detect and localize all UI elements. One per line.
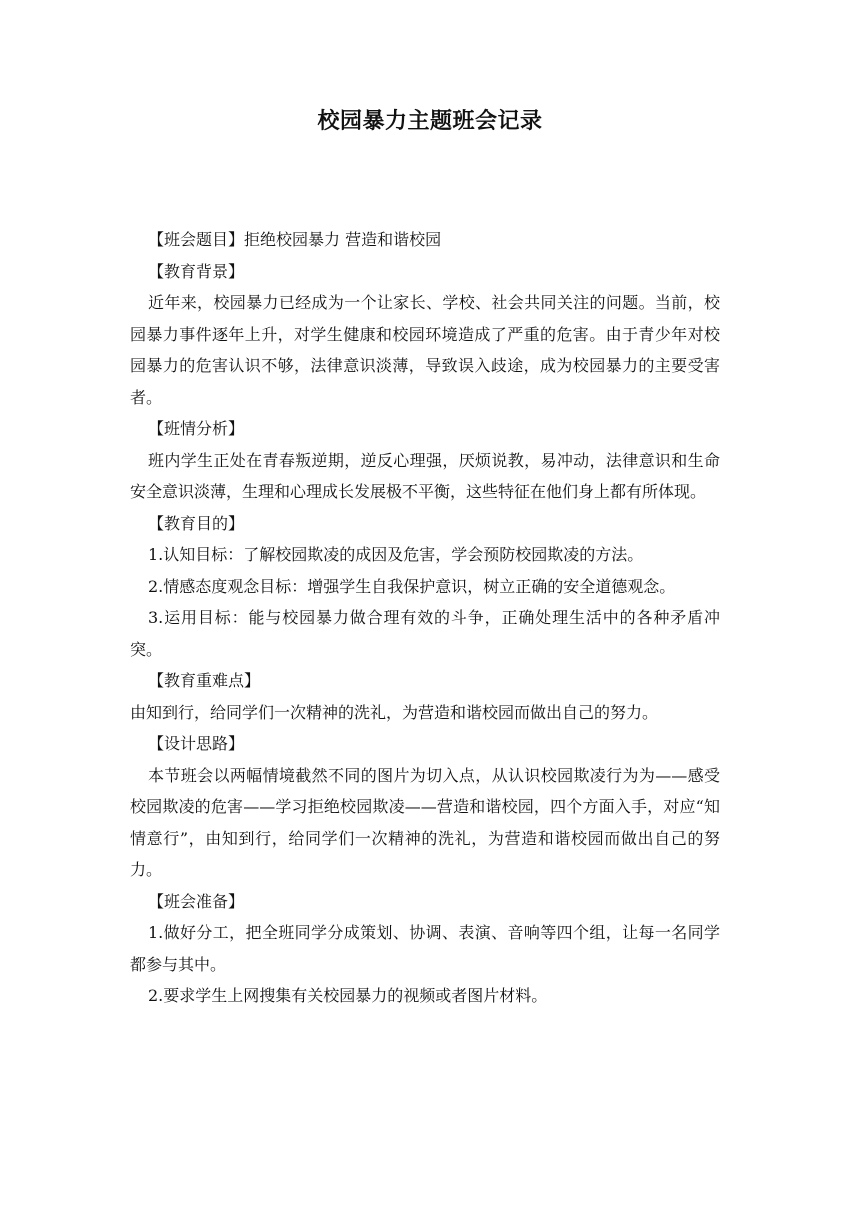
topic-label: 【班会题目】 [148, 230, 245, 249]
document-body [130, 224, 720, 1012]
analysis-paragraph: 班内学生正处在青春叛逆期，逆反心理强，厌烦说教，易冲动，法律意识和生命安全意识淡薄，生理和心理成长发展极不平衡，这些特征在他们身上都有所体现。 [130, 450, 720, 501]
prep-heading: 【班会准备】 [148, 891, 245, 911]
key-points-heading: 【教育重难点】 [148, 671, 261, 690]
goal-item-1: 1.认知目标：了解校园欺凌的成因及危害，学会预防校园欺凌的方法。 [148, 545, 644, 564]
goals-heading: 【教育目的】 [148, 513, 245, 533]
analysis-heading: 【班情分析】 [148, 419, 245, 438]
prep-item-1: 1.做好分工，把全班同学分成策划、协调、表演、音响等四个组，让每一名同学都参与其中。 [130, 923, 720, 974]
background-heading: 【教育背景】 [148, 261, 245, 281]
goal-item-3: 3.运用目标：能与校园暴力做合理有效的斗争，正确处理生活中的各种矛盾冲突。 [130, 608, 720, 659]
design-heading: 【设计思路】 [148, 734, 245, 753]
topic-line [130, 224, 720, 256]
key-points-paragraph: 由知到行，给同学们一次精神的洗礼，为营造和谐校园而做出自己的努力。 [130, 702, 659, 722]
prep-item-2: 2.要求学生上网搜集有关校园暴力的视频或者图片材料。 [148, 986, 548, 1005]
background-paragraph: 近年来，校园暴力已经成为一个让家长、学校、社会共同关注的问题。当前，校园暴力事件逐年上升，对学生健康和校园环境造成了严重的危害。由于青少年对校园暴力的危害认识不够，法律意识淡薄，导致误入歧途，成为校园暴力的主要受害者。 [130, 293, 720, 407]
page-title: 校园暴力主题班会记录 [317, 109, 543, 134]
goal-item-2: 2.情感态度观念目标：增强学生自我保护意识，树立正确的安全道德观念。 [148, 576, 676, 596]
design-paragraph: 本节班会以两幅情境截然不同的图片为切入点，从认识校园欺凌行为为——感受校园欺凌的危害——学习拒绝校园欺凌——营造和谐校园，四个方面入手，对应“知情意行”，由知到行，给同学们一次精神的洗礼，为营造和谐校园而做出自己的努力。 [130, 765, 720, 879]
topic-value: 拒绝校园暴力 营造和谐校园 [244, 230, 442, 249]
